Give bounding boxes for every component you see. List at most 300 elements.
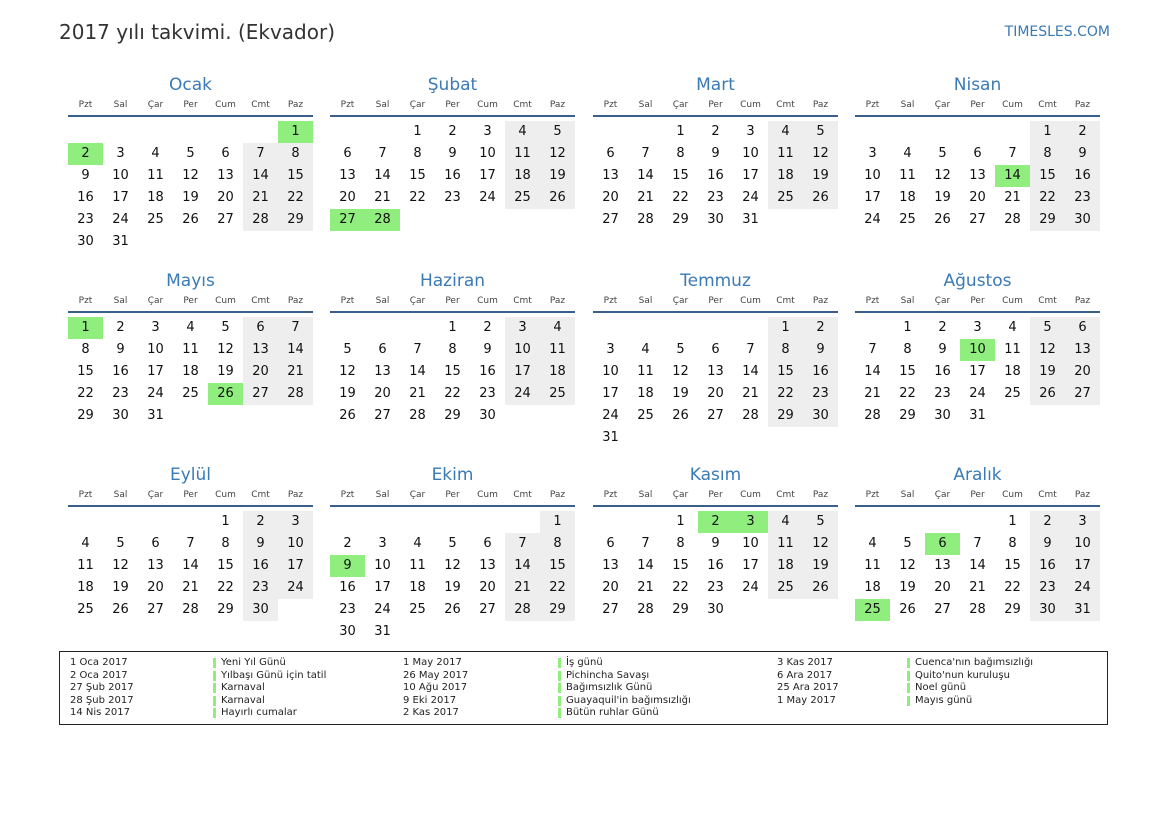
month-name: Mayıs	[166, 271, 215, 291]
day-cell: 22	[77, 386, 94, 401]
month-header-rule	[68, 311, 313, 313]
holiday-name: İş günü	[558, 657, 603, 670]
day-cell: 30	[803, 405, 838, 427]
day-cell: 18	[540, 361, 575, 383]
day-cell: 21	[278, 361, 313, 383]
day-cell: 9	[1065, 143, 1100, 165]
day-cell: 17	[374, 580, 391, 595]
month-header-rule	[68, 505, 313, 507]
day-cell: 22	[217, 580, 234, 595]
month-name: Şubat	[427, 75, 478, 95]
weekday-label: Çar	[672, 100, 689, 110]
day-cell: 21	[864, 386, 881, 401]
weekday-label: Paz	[812, 296, 829, 306]
day-cell: 31	[112, 234, 129, 249]
day-cell: 2	[803, 317, 838, 339]
day-cell: 13	[934, 558, 951, 573]
day-cell: 4	[81, 536, 90, 551]
day-cell: 28	[1004, 212, 1021, 227]
day-cell: 24	[742, 580, 759, 595]
month-header-rule	[855, 115, 1100, 117]
day-cell: 7	[278, 317, 313, 339]
day-cell: 21	[505, 577, 540, 599]
day-cell: 18	[1004, 364, 1021, 379]
day-cell: 1	[676, 124, 685, 139]
holiday-name: Noel günü	[907, 682, 966, 695]
month-header-rule	[330, 505, 575, 507]
day-cell: 8	[81, 342, 90, 357]
day-cell: 23	[444, 190, 461, 205]
day-cell: 18	[147, 190, 164, 205]
weekday-label: Per	[970, 296, 985, 306]
day-cell: 27	[602, 602, 619, 617]
day-cell: 3	[746, 124, 755, 139]
day-cell: 19	[803, 555, 838, 577]
day-cell: 22	[672, 190, 689, 205]
day-cell: 16	[707, 168, 724, 183]
holiday-name: Hayırlı cumalar	[213, 707, 297, 720]
day-cell: 22	[278, 187, 313, 209]
holiday-date: 2 Kas 2017	[403, 707, 459, 718]
weekday-label: Pzt	[340, 100, 355, 110]
day-cell: 17	[147, 364, 164, 379]
day-cell: 17	[479, 168, 496, 183]
weekday-label: Sal	[113, 100, 128, 110]
day-cell: 22	[1004, 580, 1021, 595]
day-cell: 4	[505, 121, 540, 143]
day-cell: 20	[243, 361, 278, 383]
day-cell: 1	[768, 317, 803, 339]
day-cell: 10	[278, 533, 313, 555]
day-cell: 21	[637, 580, 654, 595]
day-cell: 29	[899, 408, 916, 423]
day-cell: 4	[768, 511, 803, 533]
day-cell: 3	[483, 124, 492, 139]
day-cell: 17	[112, 190, 129, 205]
day-cell: 18	[864, 580, 881, 595]
day-cell: 23	[339, 602, 356, 617]
day-cell: 19	[217, 364, 234, 379]
day-cell: 24	[969, 386, 986, 401]
weekday-label: Cmt	[776, 296, 795, 306]
day-cell: 1	[448, 320, 457, 335]
day-cell: 24	[479, 190, 496, 205]
weekday-label: Cum	[740, 490, 761, 500]
day-cell: 19	[112, 580, 129, 595]
day-cell: 2	[938, 320, 947, 335]
weekday-label: Sal	[375, 490, 390, 500]
day-cell: 4	[413, 536, 422, 551]
day-cell: 2	[116, 320, 125, 335]
day-cell: 23	[479, 386, 496, 401]
weekday-label: Per	[183, 490, 198, 500]
day-cell: 7	[378, 146, 387, 161]
weekday-label: Cmt	[513, 100, 532, 110]
day-cell: 18	[182, 364, 199, 379]
day-cell: 19	[899, 580, 916, 595]
day-cell: 27	[1065, 383, 1100, 405]
day-cell: 12	[217, 342, 234, 357]
weekday-label: Cum	[740, 296, 761, 306]
day-cell: 31	[742, 212, 759, 227]
day-cell: 17	[864, 190, 881, 205]
day-cell: 27	[707, 408, 724, 423]
day-cell: 20	[934, 580, 951, 595]
month-header-rule	[68, 115, 313, 117]
day-cell: 28	[969, 602, 986, 617]
month-name: Ocak	[169, 75, 212, 95]
holiday-day-cell: 2	[698, 511, 733, 533]
day-cell: 31	[374, 624, 391, 639]
day-cell: 15	[278, 165, 313, 187]
day-cell: 29	[672, 212, 689, 227]
weekday-label: Sal	[900, 296, 915, 306]
holiday-day-cell: 3	[733, 511, 768, 533]
day-cell: 11	[768, 143, 803, 165]
weekday-label: Pzt	[603, 296, 618, 306]
weekday-label: Paz	[549, 100, 566, 110]
day-cell: 23	[803, 383, 838, 405]
day-cell: 5	[803, 121, 838, 143]
day-cell: 4	[186, 320, 195, 335]
weekday-label: Çar	[409, 100, 426, 110]
holiday-name: Yeni Yıl Günü	[213, 657, 286, 670]
holiday-name: Mayıs günü	[907, 695, 972, 708]
day-cell: 28	[742, 408, 759, 423]
day-cell: 9	[711, 536, 720, 551]
weekday-label: Çar	[934, 296, 951, 306]
day-cell: 22	[540, 577, 575, 599]
day-cell: 2	[711, 124, 720, 139]
day-cell: 4	[641, 342, 650, 357]
weekday-label: Cmt	[1038, 296, 1057, 306]
weekday-label: Per	[445, 296, 460, 306]
day-cell: 11	[540, 339, 575, 361]
day-cell: 27	[217, 212, 234, 227]
day-cell: 28	[637, 212, 654, 227]
weekday-label: Cmt	[776, 490, 795, 500]
day-cell: 4	[768, 121, 803, 143]
day-cell: 20	[339, 190, 356, 205]
day-cell: 9	[448, 146, 457, 161]
day-cell: 25	[540, 383, 575, 405]
weekday-label: Cmt	[251, 490, 270, 500]
day-cell: 12	[672, 364, 689, 379]
weekday-label: Sal	[638, 490, 653, 500]
day-cell: 29	[768, 405, 803, 427]
day-cell: 9	[803, 339, 838, 361]
holiday-day-cell: 6	[925, 533, 960, 555]
weekday-label: Sal	[113, 296, 128, 306]
day-cell: 24	[742, 190, 759, 205]
day-cell: 23	[934, 386, 951, 401]
holiday-name: Guayaquil'in bağımsızlığı	[558, 695, 691, 708]
holiday-day-cell: 26	[208, 383, 243, 405]
day-cell: 25	[768, 187, 803, 209]
day-cell: 29	[540, 599, 575, 621]
day-cell: 22	[1030, 187, 1065, 209]
day-cell: 27	[243, 383, 278, 405]
weekday-label: Per	[708, 100, 723, 110]
day-cell: 18	[899, 190, 916, 205]
holiday-date: 6 Ara 2017	[777, 669, 833, 681]
holiday-date: 27 Şub 2017	[70, 682, 134, 693]
day-cell: 25	[768, 577, 803, 599]
day-cell: 29	[278, 209, 313, 231]
holiday-name: Bütün ruhlar Günü	[558, 707, 659, 720]
day-cell: 30	[339, 624, 356, 639]
weekday-label: Paz	[287, 490, 304, 500]
day-cell: 19	[672, 386, 689, 401]
day-cell: 27	[934, 602, 951, 617]
day-cell: 9	[483, 342, 492, 357]
day-cell: 3	[378, 536, 387, 551]
month-header-rule	[593, 311, 838, 313]
day-cell: 15	[540, 555, 575, 577]
weekday-label: Pzt	[603, 490, 618, 500]
day-cell: 6	[483, 536, 492, 551]
day-cell: 16	[479, 364, 496, 379]
day-cell: 1	[1030, 121, 1065, 143]
day-cell: 3	[973, 320, 982, 335]
weekday-label: Cmt	[513, 490, 532, 500]
day-cell: 19	[1030, 361, 1065, 383]
weekday-label: Pzt	[865, 296, 880, 306]
day-cell: 4	[540, 317, 575, 339]
day-cell: 13	[243, 339, 278, 361]
day-cell: 23	[1065, 187, 1100, 209]
day-cell: 5	[186, 146, 195, 161]
day-cell: 13	[374, 364, 391, 379]
weekday-label: Paz	[812, 100, 829, 110]
day-cell: 5	[116, 536, 125, 551]
day-cell: 7	[641, 536, 650, 551]
day-cell: 26	[899, 602, 916, 617]
day-cell: 15	[409, 168, 426, 183]
day-cell: 16	[1065, 165, 1100, 187]
weekday-label: Per	[708, 296, 723, 306]
day-cell: 12	[803, 533, 838, 555]
holiday-name: Yılbaşı Günü için tatil	[213, 670, 326, 683]
day-cell: 20	[602, 580, 619, 595]
day-cell: 20	[969, 190, 986, 205]
day-cell: 11	[864, 558, 881, 573]
weekday-label: Per	[445, 100, 460, 110]
month-name: Temmuz	[680, 271, 751, 291]
day-cell: 23	[1030, 577, 1065, 599]
weekday-label: Per	[183, 100, 198, 110]
day-cell: 8	[768, 339, 803, 361]
weekday-label: Sal	[375, 296, 390, 306]
holiday-date: 9 Eki 2017	[403, 694, 457, 706]
weekday-label: Cmt	[251, 100, 270, 110]
day-cell: 31	[969, 408, 986, 423]
day-cell: 6	[151, 536, 160, 551]
weekday-label: Paz	[549, 490, 566, 500]
day-cell: 8	[278, 143, 313, 165]
holiday-name: Bağımsızlık Günü	[558, 682, 652, 695]
day-cell: 8	[1008, 536, 1017, 551]
day-cell: 7	[243, 143, 278, 165]
day-cell: 6	[378, 342, 387, 357]
day-cell: 15	[217, 558, 234, 573]
day-cell: 1	[676, 514, 685, 529]
day-cell: 25	[182, 386, 199, 401]
day-cell: 11	[505, 143, 540, 165]
month-header-rule	[855, 311, 1100, 313]
day-cell: 29	[217, 602, 234, 617]
weekday-label: Paz	[549, 296, 566, 306]
day-cell: 20	[147, 580, 164, 595]
day-cell: 7	[186, 536, 195, 551]
day-cell: 8	[903, 342, 912, 357]
weekday-label: Pzt	[340, 296, 355, 306]
day-cell: 16	[707, 558, 724, 573]
weekday-label: Cum	[477, 490, 498, 500]
day-cell: 9	[938, 342, 947, 357]
month-header-rule	[593, 505, 838, 507]
day-cell: 22	[444, 386, 461, 401]
day-cell: 3	[868, 146, 877, 161]
weekday-label: Per	[970, 100, 985, 110]
day-cell: 24	[112, 212, 129, 227]
day-cell: 14	[182, 558, 199, 573]
day-cell: 17	[278, 555, 313, 577]
holiday-date: 10 Ağu 2017	[403, 682, 468, 693]
day-cell: 25	[1004, 386, 1021, 401]
day-cell: 1	[413, 124, 422, 139]
weekday-label: Cum	[477, 296, 498, 306]
weekday-label: Çar	[672, 490, 689, 500]
day-cell: 27	[969, 212, 986, 227]
weekday-label: Çar	[409, 490, 426, 500]
day-cell: 25	[77, 602, 94, 617]
day-cell: 16	[243, 555, 278, 577]
day-cell: 2	[1030, 511, 1065, 533]
day-cell: 12	[899, 558, 916, 573]
day-cell: 26	[803, 187, 838, 209]
day-cell: 23	[243, 577, 278, 599]
day-cell: 7	[868, 342, 877, 357]
day-cell: 13	[969, 168, 986, 183]
day-cell: 3	[1065, 511, 1100, 533]
day-cell: 10	[374, 558, 391, 573]
day-cell: 2	[483, 320, 492, 335]
weekday-label: Pzt	[78, 296, 93, 306]
day-cell: 30	[1030, 599, 1065, 621]
weekday-label: Pzt	[603, 100, 618, 110]
holiday-name: Cuenca'nın bağımsızlığı	[907, 657, 1033, 670]
day-cell: 30	[1065, 209, 1100, 231]
day-cell: 23	[707, 190, 724, 205]
holiday-day-cell: 27	[330, 209, 365, 231]
day-cell: 8	[676, 536, 685, 551]
day-cell: 27	[479, 602, 496, 617]
day-cell: 16	[934, 364, 951, 379]
day-cell: 8	[1030, 143, 1065, 165]
holiday-date: 14 Nis 2017	[70, 707, 130, 718]
weekday-label: Pzt	[865, 100, 880, 110]
day-cell: 6	[243, 317, 278, 339]
day-cell: 22	[768, 383, 803, 405]
day-cell: 26	[1030, 383, 1065, 405]
day-cell: 19	[339, 386, 356, 401]
day-cell: 7	[746, 342, 755, 357]
holiday-day-cell: 25	[855, 599, 890, 621]
day-cell: 18	[768, 165, 803, 187]
month-name: Eylül	[169, 465, 212, 485]
day-cell: 28	[278, 383, 313, 405]
day-cell: 4	[868, 536, 877, 551]
day-cell: 31	[1065, 599, 1100, 621]
day-cell: 8	[676, 146, 685, 161]
day-cell: 3	[151, 320, 160, 335]
day-cell: 14	[864, 364, 881, 379]
holiday-date: 1 Oca 2017	[70, 657, 128, 668]
day-cell: 14	[409, 364, 426, 379]
day-cell: 16	[77, 190, 94, 205]
day-cell: 27	[147, 602, 164, 617]
day-cell: 22	[409, 190, 426, 205]
day-cell: 29	[672, 602, 689, 617]
weekday-label: Cum	[477, 100, 498, 110]
day-cell: 11	[768, 533, 803, 555]
site-link[interactable]: TIMESLES.COM	[1004, 24, 1110, 40]
day-cell: 6	[221, 146, 230, 161]
day-cell: 30	[112, 408, 129, 423]
holiday-date: 1 May 2017	[403, 657, 462, 668]
day-cell: 8	[540, 533, 575, 555]
day-cell: 14	[637, 168, 654, 183]
holiday-name: Quito'nun kuruluşu	[907, 670, 1010, 683]
day-cell: 11	[182, 342, 199, 357]
weekday-label: Çar	[147, 100, 164, 110]
day-cell: 14	[278, 339, 313, 361]
day-cell: 4	[903, 146, 912, 161]
day-cell: 27	[602, 212, 619, 227]
day-cell: 2	[1065, 121, 1100, 143]
weekday-label: Cmt	[776, 100, 795, 110]
holiday-legend	[59, 651, 1108, 725]
month-name: Aralık	[953, 465, 1002, 485]
holiday-day-cell: 1	[68, 317, 103, 339]
day-cell: 30	[707, 212, 724, 227]
day-cell: 12	[112, 558, 129, 573]
month-name: Ekim	[431, 465, 474, 485]
day-cell: 17	[602, 386, 619, 401]
month-header-rule	[593, 115, 838, 117]
day-cell: 9	[1030, 533, 1065, 555]
month-header-rule	[855, 505, 1100, 507]
day-cell: 26	[444, 602, 461, 617]
day-cell: 11	[637, 364, 654, 379]
day-cell: 23	[707, 580, 724, 595]
day-cell: 2	[243, 511, 278, 533]
day-cell: 1	[903, 320, 912, 335]
day-cell: 24	[374, 602, 391, 617]
day-cell: 9	[711, 146, 720, 161]
weekday-label: Pzt	[78, 100, 93, 110]
holiday-date: 25 Ara 2017	[777, 682, 839, 693]
weekday-label: Pzt	[340, 490, 355, 500]
month-header-rule	[330, 311, 575, 313]
day-cell: 10	[479, 146, 496, 161]
day-cell: 27	[374, 408, 391, 423]
day-cell: 1	[221, 514, 230, 529]
weekday-label: Pzt	[865, 490, 880, 500]
day-cell: 5	[903, 536, 912, 551]
day-cell: 9	[116, 342, 125, 357]
